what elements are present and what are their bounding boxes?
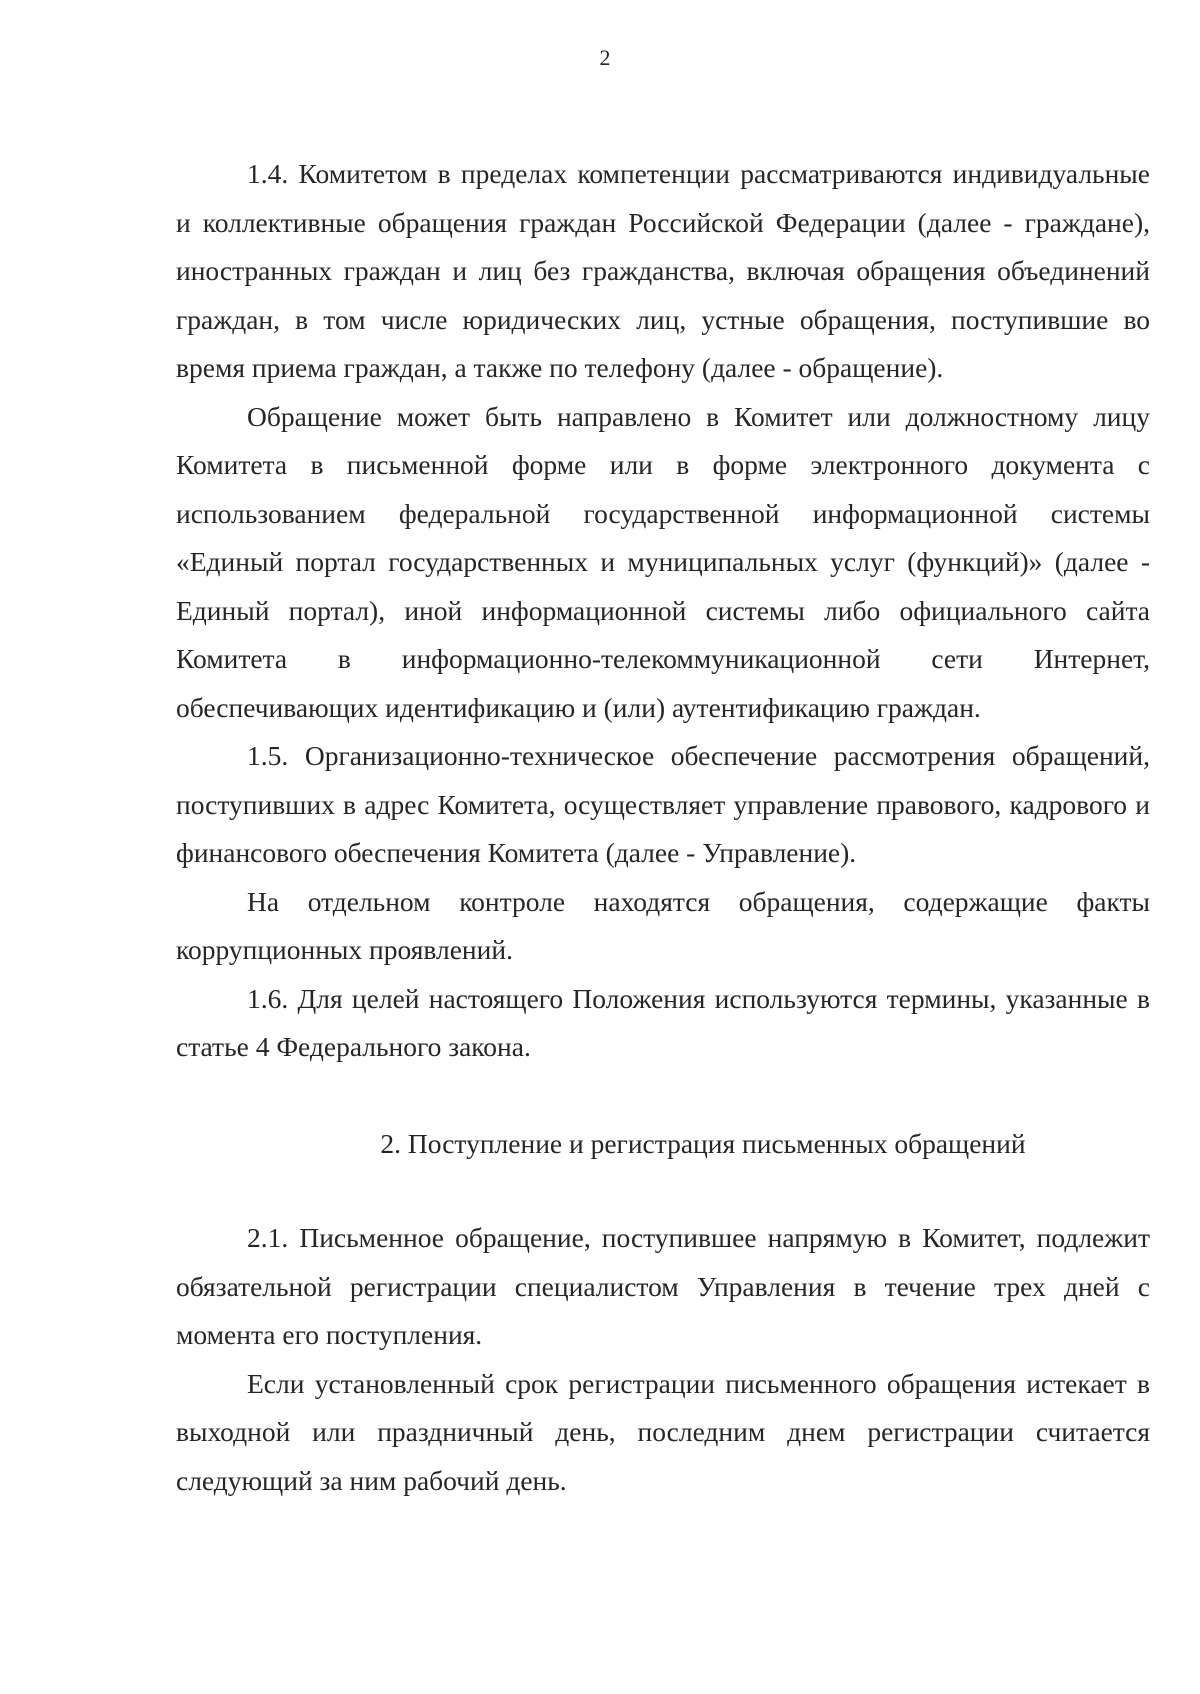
paragraph-1-4-continued: Обращение может быть направлено в Комитет или должностному лицу Комитета в письменной форме или в форме электронного документа с использованием федеральной государственной информационной системы «Единый портал государственных и муниципальных услуг (функций)» (далее - Единый портал), иной информационной системы либо официального сайта Комитета в информационно-телекоммуникационной сети Интернет, обеспечивающих идентификацию и (или) аутентификацию граждан.	[176, 400, 1150, 723]
paragraph-1-5-continued: На отдельном контроле находятся обращения, содержащие факты коррупционных проявлений.	[176, 885, 1150, 965]
paragraph-1-4: 1.4. Комитетом в пределах компетенции рассматриваются индивидуальные и коллективные обращения граждан Российской Федерации (далее - граждане), иностранных граждан и лиц без гражданства, включая обращения объединений граждан, в том числе юридических лиц, устные обращения, поступившие во время приема граждан, а также по телефону (далее - обращение).	[176, 158, 1150, 383]
page-number: 2	[599, 45, 611, 70]
spacer	[176, 1072, 1150, 1120]
paragraph-1-5: 1.5. Организационно-техническое обеспечение рассмотрения обращений, поступивших в адрес Комитета, осуществляет управление правового, кадрового и финансового обеспечения Комитета (далее - Управление).	[176, 740, 1150, 868]
spacer	[176, 1168, 1150, 1214]
document-body	[176, 150, 1150, 1505]
paragraph-1-6: 1.6. Для целей настоящего Положения используются термины, указанные в статье 4 Федерального закона.	[176, 982, 1150, 1062]
paragraph-2-1: 2.1. Письменное обращение, поступившее напрямую в Комитет, подлежит обязательной регистрации специалистом Управления в течение трех дней с момента его поступления.	[176, 1222, 1150, 1350]
paragraph-2-1-continued: Если установленный срок регистрации письменного обращения истекает в выходной или праздничный день, последним днем регистрации считается следующий за ним рабочий день.	[176, 1367, 1150, 1496]
section-2-heading: 2. Поступление и регистрация письменных обращений	[380, 1127, 1026, 1159]
